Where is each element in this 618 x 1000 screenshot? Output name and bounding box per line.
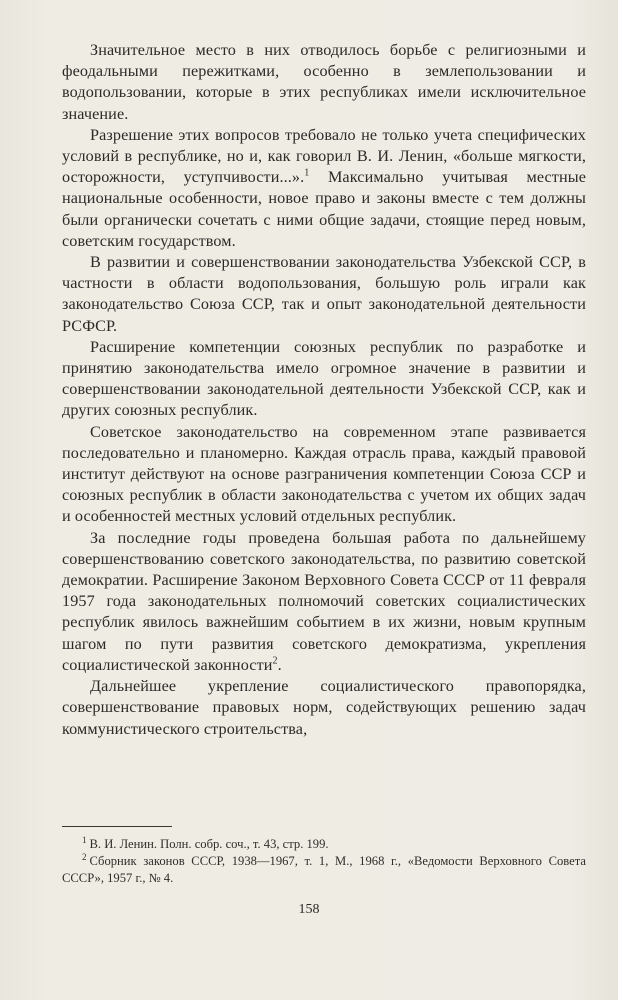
footnote-2-mark: 2: [82, 851, 87, 862]
paragraph-3: В развитии и совершенствовании законодательства Узбекской ССР, в частности в области водопользования, большую роль играли как законодательство Союза ССР, так и опыт законодательной деятельности РСФСР.: [62, 253, 586, 335]
paragraph-1: Значительное место в них отводилось борьбе с религиозными и феодальными пережитками, особенно в землепользовании и водопользовании, которые в этих республиках имели исключительное значение.: [62, 41, 586, 123]
footnote-2: [62, 853, 586, 887]
body-text: [62, 40, 586, 740]
footnote-divider: [62, 826, 172, 827]
paragraph-6-text: За последние годы проведена большая работа по дальнейшему совершенствованию советского законодательства, по развитию советской демократии. Расширение Законом Верховного Совета СССР от 11 февраля 1957 года законодательных полномочий советских социалистических республик явилось важнейшим событием в их жизни, новым крупным шагом по пути развития советского демократизма, укрепления социалистической законности: [62, 528, 586, 674]
footnote-ref-2: 2: [272, 655, 278, 667]
footnotes: [62, 836, 586, 887]
footnote-1-text: В. И. Ленин. Полн. собр. соч., т. 43, стр. 199.: [89, 837, 329, 851]
paragraph-2-rest: Максимально учитывая местные национальные особенности, новое право и законы вместе с тем должны были органически сочетать с ними общие задачи, стоящие перед новым, советским государством.: [62, 168, 586, 250]
paragraph-6: За последние годы проведена большая работа по дальнейшему совершенствованию советского законодательства, по развитию советской демократии. Расширение Законом Верховного Совета СССР от 11 февраля 1957 года законодательных полномочий советских социалистических республик явилось важнейшим событием в их жизни, новым крупным шагом по пути развития советского демократизма, укрепления социалистической законности$^2$.: [62, 528, 586, 674]
footnote-1-mark: 1: [82, 834, 87, 845]
footnote-2-text: Сборник законов СССР, 1938—1967, т. 1, М., 1968 г., «Ведомости Верховного Совета СССР», 1957 г., № 4.: [62, 854, 586, 885]
footnote-1: [62, 836, 586, 853]
page-number: 158: [298, 902, 320, 917]
paragraph-7: Дальнейшее укрепление социалистического правопорядка, совершенствование правовых норм, содействующих решению задач коммунистического строительства,: [62, 677, 586, 738]
footnote-ref-1: 1: [304, 167, 310, 179]
paragraph-2-quote: Разрешение этих вопросов требовало не только учета специфических условий в республике, но и, как говорил В. И. Ленин, «больше мягкости, осторожности, уступчивости...».: [62, 125, 586, 187]
paragraph-5: Советское законодательство на современном этапе развивается последовательно и планомерно. Каждая отрасль права, каждый правовой институт действуют на основе разграничения компетенции Союза ССР и союзных республик в области законодательства с учетом их общих задач и особенностей местных условий отдельных республик.: [62, 422, 586, 526]
paragraph-4: Расширение компетенции союзных республик по разработке и принятию законодательства имело огромное значение в развитии и совершенствовании законодательной деятельности Узбекской ССР, как и других союзных республик.: [62, 337, 586, 420]
paragraph-2: [62, 125, 586, 252]
